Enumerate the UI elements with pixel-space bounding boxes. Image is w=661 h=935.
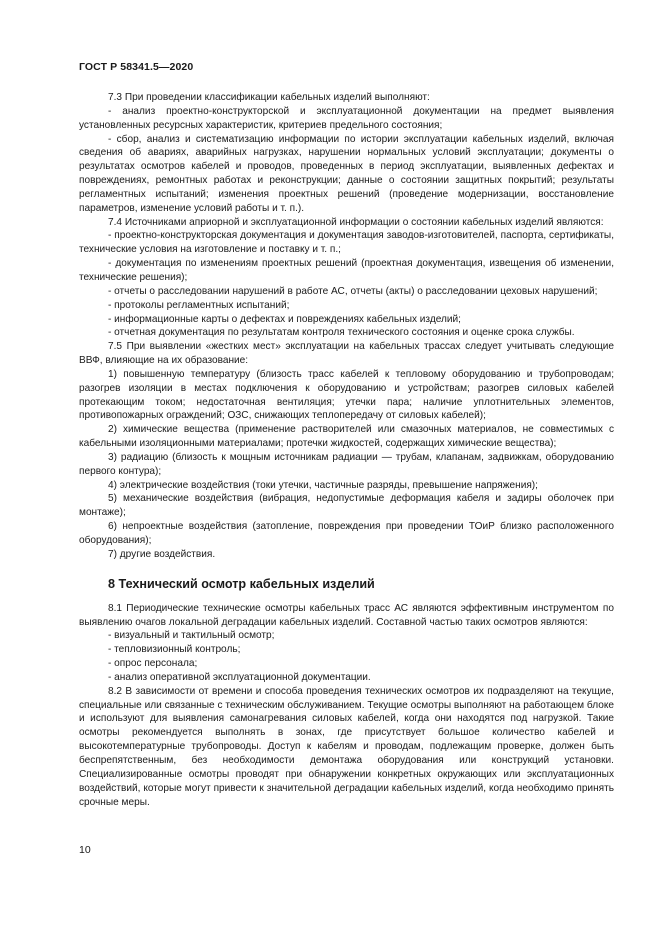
list-item: 1) повышенную температуру (близость трасс кабелей к тепловому оборудованию и трубопроводам; разогрев изоляции в местах подключения к оборудованию и устройствам; разогрев силовых кабелей протекающим током; недостаточная вентиляция; утечки пара; наличие уплотнительных элементов, противопожарных ограждений; ОЗС, снижающих теплопередачу от силовых кабелей); <box>79 368 614 422</box>
list-item: - отчетная документация по результатам контроля технического состояния и оценке срока службы. <box>108 327 575 339</box>
page-body <box>79 91 614 809</box>
list-item: - протоколы регламентных испытаний; <box>108 299 290 311</box>
list-item: 7) другие воздействия. <box>108 548 216 560</box>
list-item: - проектно-конструкторская документация и документация заводов-изготовителей, паспорта, сертификаты, технические условия на изготовление и поставку и т. п.; <box>79 230 614 256</box>
paragraph-8-1: 8.1 Периодические технические осмотры кабельных трасс АС являются эффективным инструментом по выявлению очагов локальной деградации кабельных изделий. Составной частью таких осмотров являются: <box>79 602 614 628</box>
section-title: 8 Технический осмотр кабельных изделий <box>108 576 375 591</box>
paragraph-8-2: 8.2 В зависимости от времени и способа проведения технических осмотров их подразделяют на текущие, специальные или связанные с техническим обслуживанием. Текущие осмотры выполняют на работающем блоке и используют для выявления самонагревания силовых кабелей, когда они находятся под нагрузкой. Такие осмотры рекомендуется выполнять в зонах, где присутствует большое количество кабелей и высокотемпературные трубопроводы. Доступ к кабелям и проводам, подлежащим проверке, должен быть беспрепятственным, без необходимости демонтажа оборудования или конструкций установки. Специализированные осмотры проводят при обнаружении конкретных окружающих или эксплуатационных воздействий, которые могут привести к значительной деградации кабельных изделий, когда необходимо принять срочные меры. <box>79 685 614 808</box>
list-item: - информационные карты о дефектах и повреждениях кабельных изделий; <box>108 313 461 325</box>
page-number: 10 <box>79 844 91 856</box>
list-item: - тепловизионный контроль; <box>108 644 241 656</box>
list-item: - отчеты о расследовании нарушений в работе АС, отчеты (акты) о расследовании цеховых нарушений; <box>108 285 598 297</box>
document-header: ГОСТ Р 58341.5—2020 <box>79 61 194 73</box>
list-item: - сбор, анализ и систематизацию информации по истории эксплуатации кабельных изделий, включая сведения об авариях, аварийных нагрузках, нарушении нормальных условий эксплуатации; документы о результатах осмотров кабелей и проводов, проведенных в период эксплуатации, выявленных дефектах и повреждениях, ремонтных работах и реконструкции; данные о состоянии защитных покрытий; результаты регламентных испытаний; изменения проектных решений (проведение модернизации, восстановление параметров, изменение условий работы и т. п.). <box>79 133 614 214</box>
list-item: - визуальный и тактильный осмотр; <box>108 630 275 642</box>
list-item: - анализ оперативной эксплуатационной документации. <box>108 671 371 683</box>
list-item: - анализ проектно-конструкторской и эксплуатационной документации на предмет выявления установленных ресурсных характеристик, критериев предельного состояния; <box>79 105 614 131</box>
list-item: 3) радиацию (близость к мощным источникам радиации — трубам, клапанам, задвижкам, оборудованию первого контура); <box>79 451 614 477</box>
paragraph-7-3: 7.3 При проведении классификации кабельных изделий выполняют: <box>108 92 430 103</box>
paragraph-7-5: 7.5 При выявлении «жестких мест» эксплуатации на кабельных трассах следует учитывать следующие ВВФ, влияющие на их образование: <box>79 341 614 367</box>
list-item: 6) непроектные воздействия (затопление, повреждения при проведении ТОиР близко расположенного оборудования); <box>79 521 614 546</box>
list-item: 5) механические воздействия (вибрация, недопустимые деформация кабеля и задиры оболочек при монтаже); <box>79 493 614 519</box>
list-item: - опрос персонала; <box>108 658 198 670</box>
list-item: 4) электрические воздействия (токи утечки, частичные разряды, превышение напряжения); <box>108 479 538 491</box>
list-item: - документация по изменениям проектных решений (проектная документация, извещения об изменении, технические решения); <box>79 258 614 283</box>
paragraph-7-4: 7.4 Источниками априорной и эксплуатационной информации о состоянии кабельных изделий являются: <box>108 216 604 228</box>
list-item: 2) химические вещества (применение растворителей или смазочных материалов, не совместимых с кабельными изоляционными материалами; протечки жидкостей, содержащих химические вещества); <box>79 424 614 450</box>
